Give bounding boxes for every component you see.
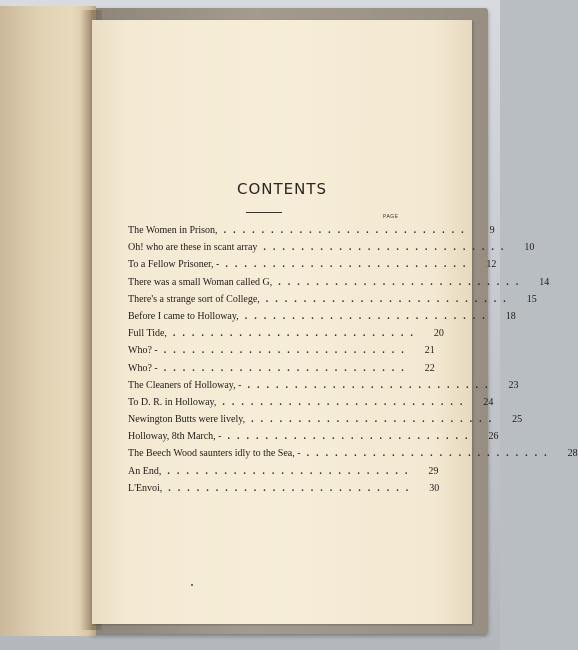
- title-rule: [246, 212, 282, 213]
- toc-entry: [128, 360, 435, 377]
- dot-leader: ..........................: [306, 448, 554, 460]
- dot-leader: ..........................: [163, 345, 411, 357]
- dot-leader: ..........................: [265, 293, 513, 305]
- toc-entry-page: 26: [488, 431, 499, 443]
- toc-entry-title: Who? -: [128, 362, 158, 374]
- toc-list: [128, 222, 578, 497]
- toc-entry: [128, 325, 444, 342]
- toc-entry-title: There's a strange sort of College,: [128, 293, 260, 305]
- dot-leader: ..........................: [168, 482, 416, 494]
- toc-entry-page: 23: [508, 379, 519, 391]
- toc-entry: [128, 480, 440, 497]
- toc-entry-page: 28: [567, 448, 578, 460]
- dot-leader: ..........................: [263, 242, 511, 254]
- dot-leader: ..........................: [222, 396, 470, 408]
- toc-entry: [128, 394, 494, 411]
- toc-entry: [128, 222, 495, 239]
- page-column-heading: PAGE: [383, 214, 399, 220]
- dot-leader: ..........................: [278, 276, 526, 288]
- toc-entry-page: 24: [483, 396, 494, 408]
- toc-entry-page: 18: [505, 310, 516, 322]
- toc-entry: [128, 428, 499, 445]
- right-page: [92, 20, 578, 624]
- toc-entry-page: 12: [486, 259, 497, 271]
- dot-leader: ..........................: [163, 362, 411, 374]
- toc-entry: [128, 445, 578, 462]
- toc-entry-title: Holloway, 8th March, -: [128, 431, 222, 443]
- toc-entry-page: 20: [433, 328, 444, 340]
- contents-title: CONTENTS: [236, 180, 328, 198]
- toc-entry: [128, 342, 435, 359]
- dot-leader: ..........................: [167, 465, 415, 477]
- paper-speck: [191, 584, 193, 586]
- toc-entry-title: Who? -: [128, 345, 158, 357]
- toc-entry-title: An End,: [128, 465, 162, 477]
- dot-leader: ..........................: [251, 414, 499, 426]
- toc-entry-title: There was a small Woman called G,: [128, 276, 273, 288]
- toc-entry-page: 14: [539, 276, 550, 288]
- toc-entry-title: The Cleaners of Holloway, -: [128, 379, 242, 391]
- dot-leader: ..........................: [247, 379, 495, 391]
- toc-entry-page: 15: [526, 293, 537, 305]
- toc-entry-page: 22: [424, 362, 435, 374]
- dot-leader: ..........................: [172, 328, 420, 340]
- toc-entry-page: 25: [512, 414, 523, 426]
- toc-entry: [128, 463, 439, 480]
- toc-entry-page: 9: [489, 225, 495, 236]
- toc-entry-page: 10: [524, 242, 535, 254]
- toc-entry: [128, 411, 523, 428]
- toc-entry: [128, 274, 550, 291]
- toc-entry-title: Full Tide,: [128, 328, 167, 340]
- toc-entry-title: The Beech Wood saunters idly to the Sea, -: [128, 448, 301, 460]
- toc-entry-title: To D. R. in Holloway,: [128, 396, 217, 408]
- toc-entry-page: 30: [429, 482, 440, 494]
- dot-leader: ..........................: [244, 310, 492, 322]
- dot-leader: ..........................: [225, 259, 473, 271]
- toc-entry-title: Newington Butts were lively,: [128, 414, 246, 426]
- toc-entry-title: Oh! who are these in scant array: [128, 242, 258, 254]
- dot-leader: ..........................: [227, 431, 475, 443]
- contents-page: [92, 20, 578, 624]
- toc-entry-title: To a Fellow Prisoner, -: [128, 259, 220, 271]
- toc-entry: [128, 291, 537, 308]
- toc-entry-title: Before I came to Holloway,: [128, 310, 239, 322]
- toc-entry-page: 29: [428, 465, 439, 477]
- toc-entry: [128, 256, 497, 273]
- dot-leader: ..........................: [223, 225, 471, 236]
- toc-entry-title: The Women in Prison,: [128, 225, 218, 236]
- toc-entry: [128, 377, 519, 394]
- toc-entry: [128, 308, 516, 325]
- toc-entry-page: 21: [424, 345, 435, 357]
- toc-entry-title: L'Envoi,: [128, 482, 163, 494]
- toc-entry: [128, 239, 535, 256]
